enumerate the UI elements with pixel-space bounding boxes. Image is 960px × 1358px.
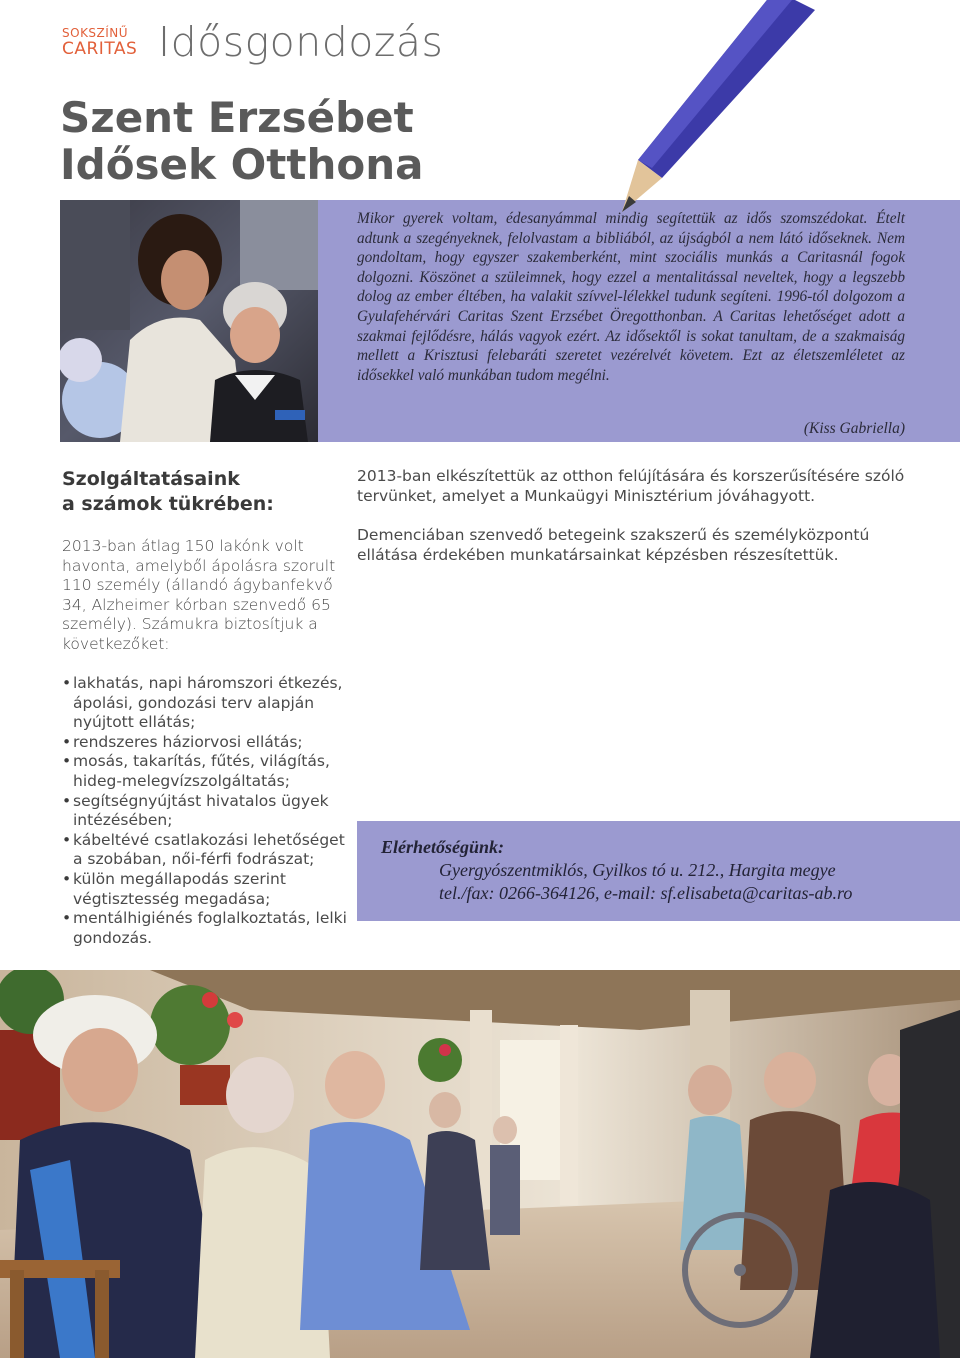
brand-main-text: CARITAS — [62, 39, 138, 59]
contact-phone-email: tel./fax: 0266-364126, e-mail: sf.elisabeta@caritas-ab.ro — [439, 883, 853, 903]
brand-top-text: SOKSZÍNŰ — [62, 26, 129, 40]
section-title: Idősgondozás — [158, 18, 444, 66]
page-title-line2: Idősek Otthona — [60, 140, 424, 189]
residents-photo — [0, 970, 960, 1358]
services-heading-line2: a számok tükrében: — [62, 493, 274, 515]
list-item: • mosás, takarítás, fűtés, világítás, hideg-melegvízszolgáltatás; — [62, 752, 352, 791]
testimonial-text: Mikor gyerek voltam, édesanyámmal mindig segítettük az idős szomszédokat. Ételt adtunk a szegényeknek, felolvastam a bibliából, az újságból a nem látó időseknek. Nem gondoltam, hogy egyszer szakemberként, mint szociális munkás a Caritasnál fogok dolgozni. Köszönet a szüleimnek, hogy ezzel a mentalitással neveltek, hogy a legszebb dolog az ember éltében, ha valakit szívvel-lélekkel tudunk segíteni. 1996-tól dolgozom a Gyulafehérvári Caritas Szent Erzsébet Öregotthonban. A Caritas lehetőséget adott a szakmai fejlődésre, hálás vagyok ezért. Az idősektől is sokat tanultam, de a szakmaiság mellett a Krisztusi felebaráti szeretet vezérelvét követem. Ezt az életszemléletet az idősekkel való munkában tudom megélni. — [357, 210, 905, 384]
list-item: • külön megállapodás szerint végtisztesség megadása; — [62, 870, 352, 909]
list-item: • rendszeres háziorvosi ellátás; — [62, 733, 352, 753]
list-item: • segítségnyújtást hivatalos ügyek intézésében; — [62, 792, 352, 831]
testimonial-author: (Kiss Gabriella) — [803, 420, 905, 437]
caregiver-photo — [60, 200, 318, 442]
services-heading-line1: Szolgáltatásaink — [62, 468, 240, 490]
pencil-illustration — [600, 0, 820, 225]
renovation-paragraph: 2013-ban elkészítettük az otthon felújítására és korszerűsítésére szóló tervünket, amelyet a Munkaügyi Minisztérium jóváhagyott. — [357, 467, 905, 505]
page-title — [60, 94, 423, 188]
services-list — [62, 674, 352, 948]
list-item: • kábeltévé csatlakozási lehetőséget a szobában, női-férfi fodrászat; — [62, 831, 352, 870]
list-item: • lakhatás, napi háromszori étkezés, ápolási, gondozási terv alapján nyújtott ellátás; — [62, 674, 352, 733]
training-paragraph: Demenciában szenvedő betegeink szakszerű és személyközpontú ellátása érdekében munkatársainkat képzésben részesítettük. — [357, 526, 870, 564]
contact-label: Elérhetőségünk: — [381, 837, 505, 857]
contact-address: Gyergyószentmiklós, Gyilkos tó u. 212., Hargita megye — [439, 860, 836, 880]
contact-box — [357, 821, 960, 921]
caritas-logo — [62, 26, 152, 58]
services-intro: 2013-ban átlag 150 lakónk volt havonta, amelyből ápolásra szorult 110 személy (állandó ágybanfekvő 34, Alzheimer kórban szenvedő 65 személy). Számukra biztosítjuk a következőket: — [62, 537, 336, 653]
page-title-line1: Szent Erzsébet — [60, 93, 414, 142]
services-heading — [62, 467, 274, 517]
list-item: • mentálhigiénés foglalkoztatás, lelki gondozás. — [62, 909, 352, 948]
